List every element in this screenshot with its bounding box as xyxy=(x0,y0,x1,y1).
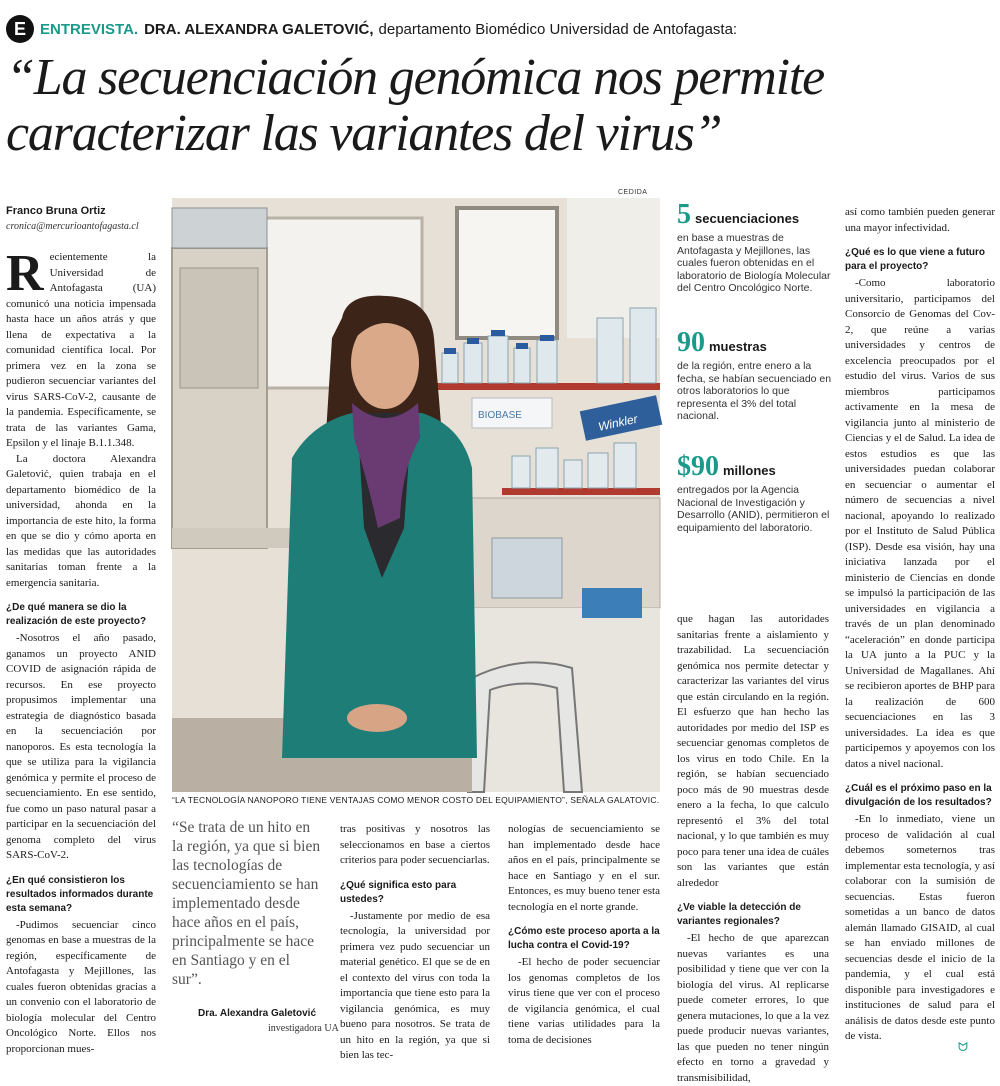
paragraph: -El hecho de poder secuenciar los genomas completos de los virus tiene que ver con el proceso de vigilancia genómica, el cual tiene varias utilidades para la toma de decisiones xyxy=(508,956,660,1046)
fact-text: entregados por la Agencia Nacional de Investigación y Desarrollo (ANID), permitieron el equipamiento del laboratorio. xyxy=(677,484,830,534)
section-badge: E xyxy=(6,15,34,43)
paragraph: tras positivas y nosotros las seleccionamos en base a ciertos criterios para poder secuenciarlas. xyxy=(340,823,490,866)
headline-line-2: caracterizar las variantes del virus” xyxy=(6,105,722,162)
lab-photo-illustration xyxy=(172,198,660,792)
fact-number: $90 xyxy=(677,451,719,482)
article-column-1 xyxy=(6,245,156,1070)
byline-author: Franco Bruna Ortiz xyxy=(6,205,106,217)
end-of-article-mark: ᗢ xyxy=(958,1040,968,1054)
fact-text: en base a muestras de Antofagasta y Mejillones, las cuales fueron obtenidas en el laboratorio de Biología Molecular del Centro Oncológico Norte. xyxy=(677,232,831,294)
interview-question: ¿En qué consistieron los resultados informados durante esta semana? xyxy=(6,874,154,914)
fact-number: 5 xyxy=(677,199,691,230)
kicker xyxy=(6,14,737,44)
pull-quote: “Se trata de un hito en la región, ya que si bien las tecnologías de secuenciamiento se han implementado desde hace años en el país, principalmente se hace en Santiago y en el sur”. xyxy=(172,819,321,988)
interviewee-name: DRA. ALEXANDRA GALETOVIĆ, xyxy=(144,20,374,38)
interviewee-affiliation: departamento Biomédico Universidad de Antofagasta: xyxy=(378,20,738,38)
drop-cap: R xyxy=(6,245,44,302)
interview-question: ¿Cómo este proceso aporta a la lucha contra el Covid-19? xyxy=(508,926,660,951)
article-column-5 xyxy=(845,205,995,1065)
fact-text: de la región, entre enero a la fecha, se habían secuenciado en otros laboratorios lo que representa el 3% del total nacional. xyxy=(677,360,832,422)
fact-item xyxy=(677,200,837,295)
headline-line-1: “La secuenciación genómica nos permite xyxy=(6,49,825,106)
headline xyxy=(6,50,996,162)
paragraph: -Como laboratorio universitario, participamos del Consorcio de Genomas del Cov-2, que reúne a varias universidades y centros de excelencia preocupados por el estudio del virus. Varios de sus miembros participamos activamente en la mesa de vigilancia junto al ministerio de Ciencias y el de Salud. La idea de estos estudios es que las universidades puedan colaborar en secuenciar o aumentar el número de secuencias a nivel nacional, apoyando lo realizado por el Instituto de Salud Pública (ISP). Desde esa visión, hay una iniciativa lanzada por el ministerio de Ciencias en donde se impulsó la participación de las universidades en vigilancia a través de un plan denominado “aceleración” en donde participa la UA junto a la PUC y la Universidad de Magallanes. Ahí se recibieron aportes de BHP para la realización de 600 secuenciaciones en las 3 universidades. La idea es que participemos y apoyemos con los datos a nivel nacional. xyxy=(845,277,995,770)
paragraph: -Pudimos secuenciar cinco genomas en base a muestras de la región, específicamente de Antofagasta y Mejillones, las cuales fueron obtenidas gracias a un convenio con el laboratorio de biología molecular del Centro Oncológico Norte. Ellos nos proporcionan mues- xyxy=(6,918,156,1055)
fact-item xyxy=(677,328,837,423)
fact-unit: secuenciaciones xyxy=(695,211,800,226)
lead-text: ecientemente la Universidad de Antofagasta (UA) comunicó una noticia impensada hasta hace un años atrás y que llena de expectativa a la comunidad científica local. Por primera vez en la zona se pudieron secuenciar variantes del virus SARS-CoV-2, causante de la pandemia. Específicamente, se trata de las variantes Gama, Epsilon y el linaje B.1.1.348. xyxy=(6,251,156,449)
interview-question: ¿Qué es lo que viene a futuro para el proyecto? xyxy=(845,247,986,272)
paragraph: -En lo inmediato, viene un proceso de validación al cual debemos someternos tras implementar esta tecnología, y así colaborar con la sumisión de secuencias. Estas fueron sometidas a un banco de datos alemán llamado GISAID, al cual se han enviado millones de secuencias desde el inicio de la pandemia, y el cual está disponible para investigadores e instituciones de salud para el análisis de datos desde este punto de vista. xyxy=(845,813,995,1042)
interview-question: ¿Ve viable la detección de variantes regionales? xyxy=(677,902,801,927)
paragraph: así como también pueden generar una mayor infectividad. xyxy=(845,206,995,234)
paragraph: que hagan las autoridades sanitarias frente a aislamiento y trazabilidad. La secuenciación genómica nos permite detectar y caracterizar las variantes del virus que están circulando en la región. El esfuerzo que han hecho las autoridades por medio del ISP es secuenciar genomas completos de los virus en todo Chile. En la región, se habían secuenciado poco más de 90 muestras desde enero a la fecha, lo que calculo representó el 3% del total nacional, y lo que también es muy poco para tener una idea de cuáles son las variantes que están alrededor xyxy=(677,613,829,889)
pull-quote-role: investigadora UA xyxy=(268,1023,339,1034)
paragraph: La doctora Alexandra Galetović, quien trabaja en el departamento biomédico de la universidad, ahonda en la importancia de este hito, la forma en que se dio y cómo aporta en las medidas que las autoridades sanitarias toman frente a la emergencia sanitaria. xyxy=(6,452,156,589)
fact-item xyxy=(677,452,837,534)
biobase-sign: BIOBASE xyxy=(478,410,522,421)
photo-credit: CEDIDA xyxy=(618,189,648,196)
interview-question: ¿Cuál es el próximo paso en la divulgación de los resultados? xyxy=(845,783,992,808)
article-column-3 xyxy=(508,822,660,1072)
interview-question: ¿Qué significa esto para ustedes? xyxy=(340,879,457,905)
interview-question: ¿De qué manera se dio la realización de este proyecto? xyxy=(6,602,147,627)
section-label: ENTREVISTA. xyxy=(40,20,139,38)
fact-unit: muestras xyxy=(709,339,767,354)
paragraph: -Justamente por medio de esa tecnología, la universidad por primera vez pudo secuenciar un material genético. El que se de en el contexto del virus con toda la importancia que tiene esto para la vigilancia genómica, es muy bueno para nosotros. Se trata de un hito en la región, ya que si bien las tec- xyxy=(340,909,490,1061)
article-column-2 xyxy=(340,822,490,1072)
fact-unit: millones xyxy=(723,463,776,478)
lead-paragraph xyxy=(6,245,156,452)
byline-email: cronica@mercurioantofagasta.cl xyxy=(6,221,139,232)
article-column-4 xyxy=(677,612,829,1084)
winkler-sign: Winkler xyxy=(596,411,639,434)
fact-number: 90 xyxy=(677,327,705,358)
paragraph: nologías de secuenciamiento se han implementado desde hace años en el país, principalmente se hace en Santiago y en el sur. Entonces, es muy bueno tener esta tecnología en el norte grande. xyxy=(508,823,660,913)
paragraph: -Nosotros el año pasado, ganamos un proyecto ANID COVID de asignación rápida de recursos. En ese proyecto propusimos implementar una estrategia de diagnóstico basada en la secuenciación por nanoporos. Es esta tecnología la que se utiliza para la vigilancia genómica y permite el proceso de secuenciamiento. En ese sentido, fue como un paso natural pasar a participar en la secuenciación del genoma completo del virus SARS-CoV-2. xyxy=(6,632,156,861)
pull-quote-name: Dra. Alexandra Galetović xyxy=(198,1008,317,1019)
photo-caption: “LA TECNOLOGÍA NANOPORO TIENE VENTAJAS COMO MENOR COSTO DEL EQUIPAMIENTO”, SEÑALA GALATOVIC. xyxy=(172,795,660,805)
lab-photo xyxy=(172,198,660,792)
paragraph: -El hecho de que aparezcan nuevas variantes es una posibilidad y tiene que ver con la biología del virus. Al replicarse puede cometer errores, lo que genera mutaciones, lo que a la vez puede producir nuevas variantes, las que pueden no tener ningún efecto en torno a gravedad y transmisibilidad, xyxy=(677,932,829,1084)
